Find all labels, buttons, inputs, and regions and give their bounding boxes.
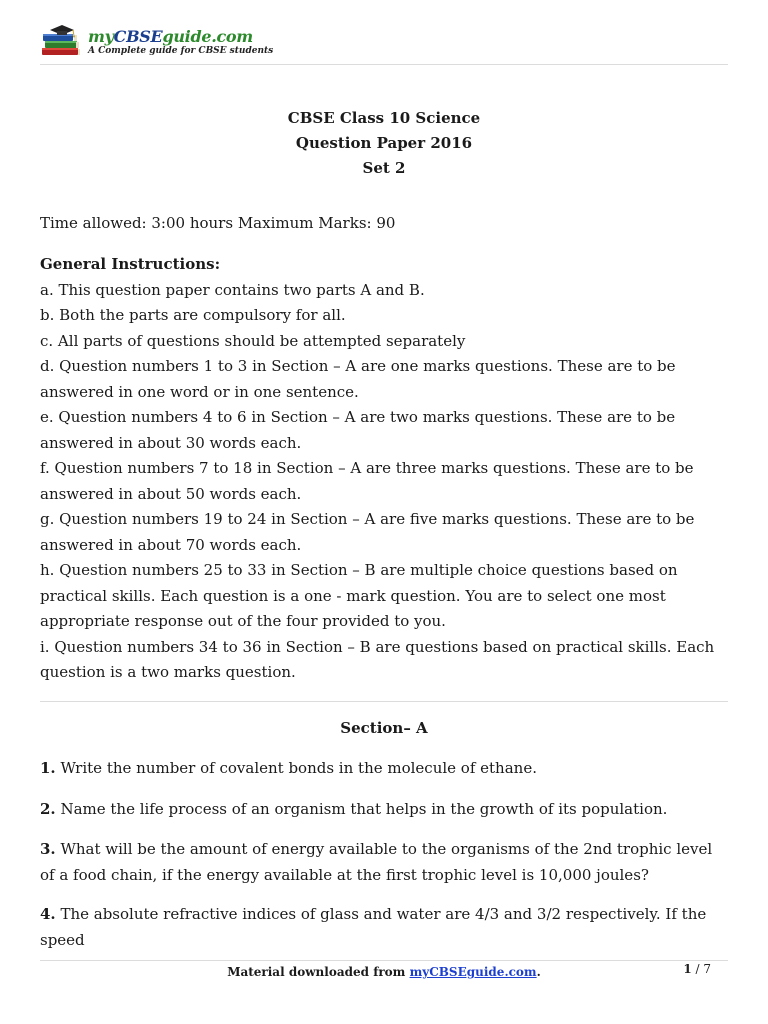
question-number: 3.: [40, 840, 56, 858]
footer-divider: [40, 960, 728, 961]
books-logo-icon: [40, 24, 84, 60]
general-instructions: [40, 252, 730, 686]
brand-tagline: A Complete guide for CBSE students: [88, 45, 274, 56]
question-item: [40, 756, 730, 782]
instruction-item: e. Question numbers 4 to 6 in Section – A are two marks questions. These are to be answered in about 30 words each.: [40, 408, 676, 452]
question-number: 2.: [40, 800, 56, 818]
instruction-item: h. Question numbers 25 to 33 in Section – B are multiple choice questions based on practical skills. Each question is a one - mark question. You are to select one most appropriate response out of the four provided to you.: [40, 561, 678, 630]
footer-site-link[interactable]: myCBSEguide.com: [409, 965, 537, 979]
page-separator: /: [691, 962, 704, 976]
footer-suffix: .: [536, 965, 541, 979]
logo-text: [88, 26, 274, 56]
question-text: Write the number of covalent bonds in the molecule of ethane.: [55, 759, 537, 777]
question-text: Name the life process of an organism that helps in the growth of its population.: [55, 800, 668, 818]
instruction-item: b. Both the parts are compulsory for all.: [40, 306, 346, 324]
question-number: 1.: [40, 759, 56, 777]
question-text: What will be the amount of energy available to the organisms of the 2nd trophic level of a food chain, if the energy available at the first trophic level is 10,000 joules?: [40, 840, 713, 884]
total-pages: 7: [703, 962, 711, 976]
question-item: [40, 837, 730, 888]
instruction-item: g. Question numbers 19 to 24 in Section – A are five marks questions. These are to be answered in about 70 words each.: [40, 510, 695, 554]
question-number: 4.: [40, 905, 56, 923]
current-page: 1: [683, 962, 692, 976]
question-item: [40, 902, 730, 953]
title-line-3: Set 2: [362, 159, 406, 177]
instruction-item: i. Question numbers 34 to 36 in Section – B are questions based on practical skills. Each question is a two marks question.: [40, 637, 715, 681]
site-header: [40, 24, 273, 60]
title-line-2: Question Paper 2016: [295, 134, 473, 152]
instruction-item: d. Question numbers 1 to 3 in Section – A are one marks questions. These are to be answered in one word or in one sentence.: [40, 357, 676, 401]
footer-prefix: Material downloaded from: [227, 965, 410, 979]
header-divider: [40, 64, 728, 65]
paper-title: [0, 106, 768, 181]
page-footer: [0, 963, 768, 981]
section-heading: Section– A: [340, 719, 428, 737]
question-text: The absolute refractive indices of glass and water are 4/3 and 3/2 respectively. If the speed: [40, 905, 707, 949]
instructions-heading: General Instructions:: [40, 255, 221, 273]
question-item: [40, 797, 730, 823]
page-number: [683, 960, 711, 978]
instruction-item: c. All parts of questions should be attempted separately: [40, 331, 466, 350]
instruction-item: f. Question numbers 7 to 18 in Section – A are three marks questions. These are to be answered in about 50 words each.: [40, 459, 694, 503]
title-line-1: CBSE Class 10 Science: [287, 109, 481, 127]
time-marks-line: Time allowed: 3:00 hours Maximum Marks: 90: [40, 214, 396, 232]
brand-name: myCBSEguide.com: [88, 26, 253, 46]
instruction-item: a. This question paper contains two parts A and B.: [40, 280, 425, 299]
section-divider: [40, 701, 728, 702]
